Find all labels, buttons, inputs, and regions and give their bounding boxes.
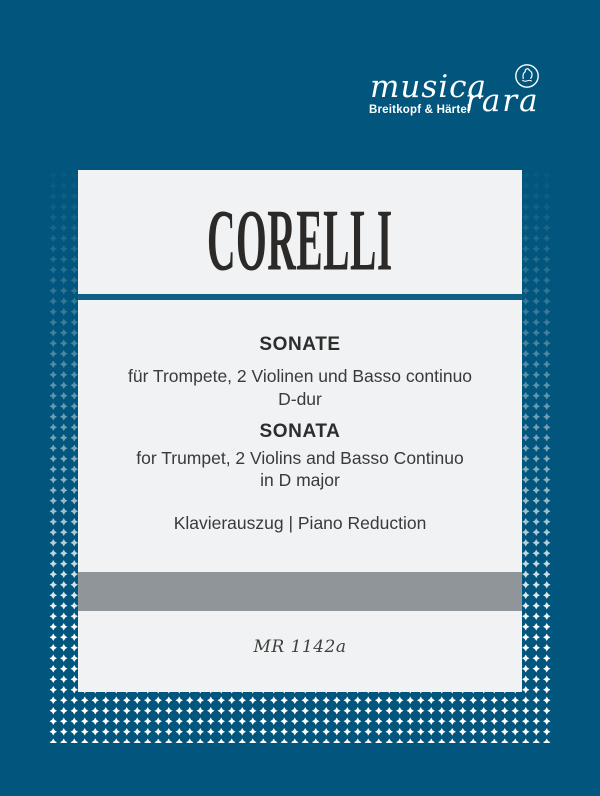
catalog-number: MR 1142a <box>253 637 347 657</box>
logo-wordmark-musica: musica <box>370 69 488 105</box>
work-title-german: SONATE <box>259 334 341 355</box>
logo-wordmark-rara: rara <box>465 83 540 119</box>
title-card <box>78 170 522 692</box>
instrumentation-german: für Trompete, 2 Violinen und Basso continuo <box>127 366 473 386</box>
composer-name: CORELLI <box>207 191 393 289</box>
vertical-divider <box>78 572 522 611</box>
edition-type: Klavierauszug | Piano Reduction <box>173 513 427 533</box>
publisher-logo <box>366 60 566 144</box>
key-german: D-dur <box>278 389 322 409</box>
bear-emblem-icon <box>514 63 540 89</box>
accent-rule <box>78 294 522 300</box>
key-english: in D major <box>260 470 340 490</box>
publisher-imprint: Breitkopf & Härtel <box>369 104 471 116</box>
instrumentation-english: for Trumpet, 2 Violins and Basso Continuo <box>136 448 464 468</box>
composer-name-wrap <box>78 191 522 289</box>
work-title-english: SONATA <box>259 421 341 442</box>
